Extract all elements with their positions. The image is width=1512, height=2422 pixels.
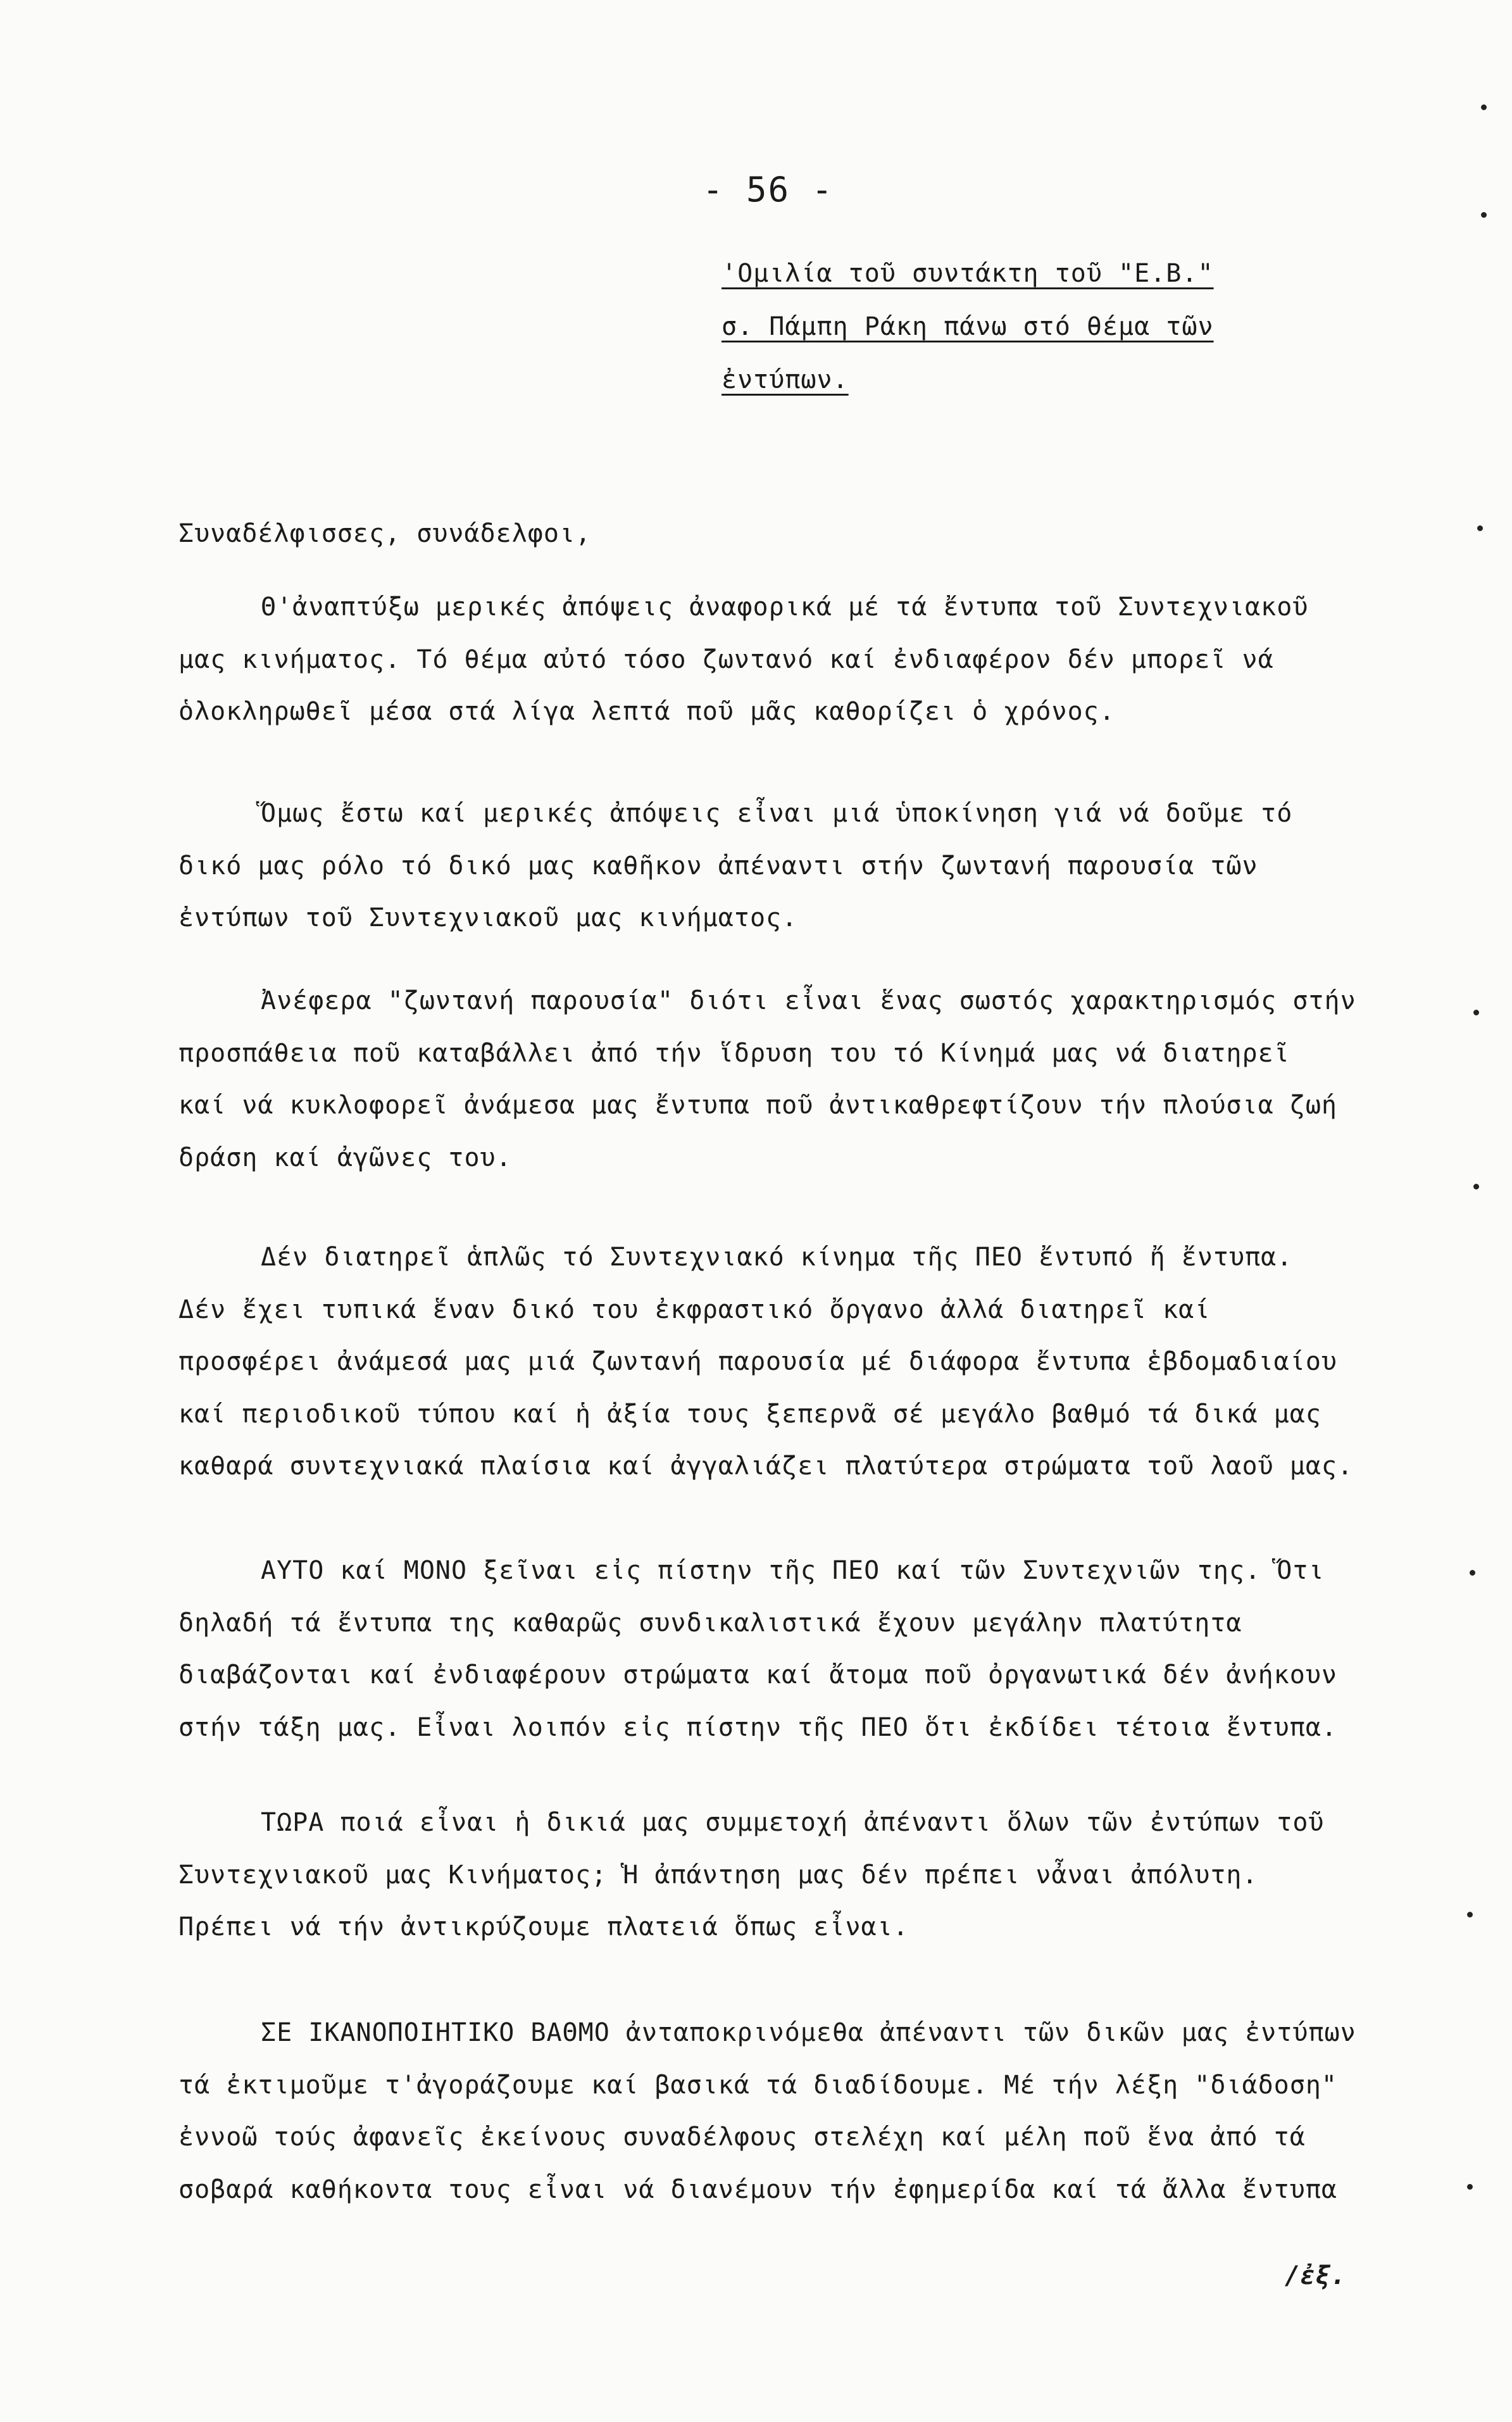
- paragraph-line: ΣΕ ΙΚΑΝΟΠΟΙΗΤΙΚΟ ΒΑΘΜΟ ἀνταποκρινόμεθα ἀπέναντι τῶν δικῶν μας ἐντύπων: [261, 2018, 1356, 2047]
- paragraph-line: καί περιοδικοῦ τύπου καί ἡ ἀξία τους ξεπερνᾶ σέ μεγάλο βαθμό τά δικά μας: [178, 1399, 1321, 1429]
- scan-speck: [1477, 525, 1483, 531]
- paragraph-line: προσπάθεια ποῦ καταβάλλει ἀπό τήν ἵδρυση του τό Κίνημά μας νά διατηρεῖ: [178, 1038, 1290, 1068]
- speech-title: [722, 247, 1214, 406]
- paragraph-line: Συντεχνιακοῦ μας Κινήματος; Ἡ ἀπάντηση μας δέν πρέπει νἆναι ἀπόλυτη.: [178, 1860, 1258, 1890]
- scan-speck: [1473, 1184, 1479, 1189]
- scan-speck: [1473, 1010, 1479, 1015]
- paragraph: [178, 1545, 1368, 1754]
- paragraph-line: Θ'ἀναπτύξω μερικές ἀπόψεις ἀναφορικά μέ τά ἔντυπα τοῦ Συντεχνιακοῦ: [261, 593, 1309, 622]
- paragraph-line: μας κινήματος. Τό θέμα αὐτό τόσο ζωντανό καί ἐνδιαφέρον δέν μπορεῖ νά: [178, 644, 1274, 674]
- paragraph-line: τά ἐκτιμοῦμε τ'ἀγοράζουμε καί βασικά τά διαδίδουμε. Μέ τήν λέξη "διάδοση": [178, 2070, 1337, 2100]
- paragraph-line: σοβαρά καθήκοντα τους εἶναι νά διανέμουν τήν ἐφημερίδα καί τά ἄλλα ἔντυπα: [178, 2174, 1337, 2204]
- paragraph: [178, 787, 1368, 944]
- title-line: ἐντύπων.: [722, 365, 849, 394]
- paragraph-line: Δέν ἔχει τυπικά ἕναν δικό του ἐκφραστικό ὄργανο ἀλλά διατηρεῖ καί: [178, 1295, 1211, 1324]
- scan-speck: [1481, 104, 1487, 110]
- paragraph-line: καθαρά συντεχνιακά πλαίσια καί ἀγγαλιάζει πλατύτερα στρώματα τοῦ λαοῦ μας.: [178, 1452, 1354, 1481]
- scan-speck: [1470, 1570, 1475, 1576]
- paragraph-line: δράση καί ἀγῶνες του.: [178, 1143, 512, 1172]
- paragraph-line: διαβάζονται καί ἐνδιαφέρουν στρώματα καί ἄτομα ποῦ ὀργανωτικά δέν ἀνήκουν: [178, 1660, 1337, 1690]
- paragraph: [178, 2007, 1368, 2216]
- paragraph-line: καί νά κυκλοφορεῖ ἀνάμεσα μας ἔντυπα ποῦ ἀντικαθρεφτίζουν τήν πλούσια ζωή: [178, 1091, 1337, 1120]
- title-line: 'Ομιλία τοῦ συντάκτη τοῦ "Ε.Β.": [722, 259, 1214, 288]
- paragraph: [178, 1231, 1368, 1493]
- paragraph: [178, 1797, 1368, 1954]
- paragraph-line: Ἀνέφερα "ζωντανή παρουσία" διότι εἶναι ἕνας σωστός χαρακτηρισμός στήν: [261, 986, 1356, 1015]
- paragraph-line: ὁλοκληρωθεῖ μέσα στά λίγα λεπτά ποῦ μᾶς καθορίζει ὁ χρόνος.: [178, 697, 1115, 726]
- scan-speck: [1481, 212, 1487, 218]
- salutation: Συναδέλφισσες, συνάδελφοι,: [178, 519, 592, 548]
- paragraph-line: ΑΥΤΟ καί ΜΟΝΟ ξεῖναι εἰς πίστην τῆς ΠΕΟ καί τῶν Συντεχνιῶν της. Ὅτι: [261, 1556, 1325, 1585]
- scan-speck: [1467, 1912, 1473, 1917]
- paragraph-line: Πρέπει νά τήν ἀντικρύζουμε πλατειά ὅπως εἶναι.: [178, 1912, 909, 1942]
- title-line: σ. Πάμπη Ράκη πάνω στό θέμα τῶν: [722, 312, 1214, 341]
- paragraph-line: δηλαδή τά ἔντυπα της καθαρῶς συνδικαλιστικά ἔχουν μεγάλην πλατύτητα: [178, 1608, 1242, 1638]
- paragraph: [178, 581, 1368, 738]
- scan-speck: [1467, 2184, 1473, 2190]
- paragraph-line: Ὅμως ἔστω καί μερικές ἀπόψεις εἶναι μιά ὑποκίνηση γιά νά δοῦμε τό: [261, 799, 1293, 828]
- paragraph-line: προσφέρει ἀνάμεσά μας μιά ζωντανή παρουσία μέ διάφορα ἔντυπα ἑβδομαδιαίου: [178, 1347, 1337, 1376]
- paragraph-line: ΤΩΡΑ ποιά εἶναι ἡ δικιά μας συμμετοχή ἀπέναντι ὅλων τῶν ἐντύπων τοῦ: [261, 1808, 1325, 1837]
- paragraph-line: δικό μας ρόλο τό δικό μας καθῆκον ἀπέναντι στήν ζωντανή παρουσία τῶν: [178, 851, 1258, 881]
- paragraph-line: Δέν διατηρεῖ ἁπλῶς τό Συντεχνιακό κίνημα τῆς ΠΕΟ ἔντυπό ἤ ἔντυπα.: [261, 1243, 1293, 1272]
- paragraph: [178, 975, 1368, 1184]
- continuation-mark: /ἐξ.: [1285, 2261, 1346, 2290]
- page-number: - 56 -: [703, 170, 834, 210]
- paragraph-line: στήν τάξη μας. Εἶναι λοιπόν εἰς πίστην τῆς ΠΕΟ ὅτι ἐκδίδει τέτοια ἔντυπα.: [178, 1712, 1337, 1742]
- paragraph-line: ἐννοῶ τούς ἀφανεῖς ἐκείνους συναδέλφους στελέχη καί μέλη ποῦ ἕνα ἀπό τά: [178, 2123, 1306, 2152]
- paragraph-line: ἐντύπων τοῦ Συντεχνιακοῦ μας κινήματος.: [178, 903, 798, 932]
